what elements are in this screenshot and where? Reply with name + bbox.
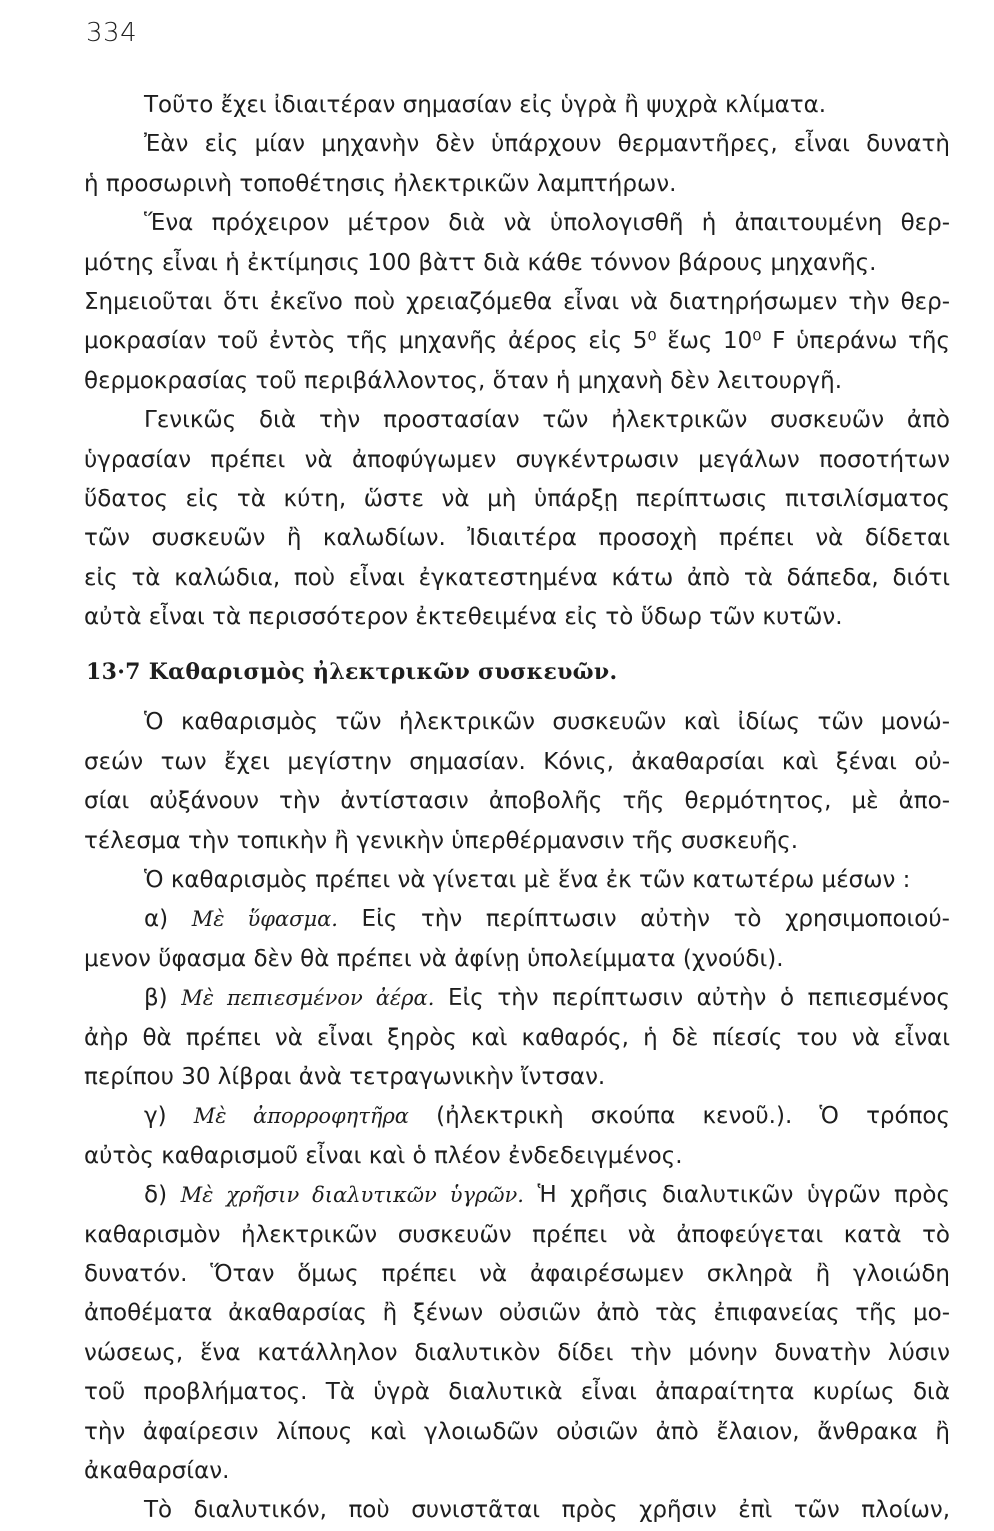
- line-text: Ἡ χρῆσις διαλυτικῶν ὑγρῶν πρὸς: [523, 1182, 950, 1209]
- italic-term: Μὲ χρῆσιν διαλυτικῶν ὑγρῶν.: [180, 1183, 524, 1208]
- text-line: ὕδατος εἰς τὰ κύτη, ὥστε νὰ μὴ ὑπάρξῃ περίπτωσις πιτσιλίσματος: [84, 485, 950, 512]
- text-line: [84, 900, 950, 939]
- text-line: νώσεως, ἕνα κατάλληλον διαλυτικὸν δίδει τὴν μόνην δυνατὴν λύσιν: [84, 1339, 950, 1366]
- text-line: Ἐὰν εἰς μίαν μηχανὴν δὲν ὑπάρχουν θερμαντῆρες, εἶναι δυνατὴ: [144, 131, 950, 158]
- text-line: μενον ὕφασμα δὲν θὰ πρέπει νὰ ἀφίνῃ ὑπολείμματα (χνούδι).: [84, 945, 784, 972]
- text-line: σίαι αὐξάνουν τὴν ἀντίστασιν ἀποβολῆς τῆς θερμότητος, μὲ ἀπο-: [84, 788, 950, 815]
- text-line: ἀὴρ θὰ πρέπει νὰ εἶναι ξηρὸς καὶ καθαρός, ἡ δὲ πίεσίς του νὰ εἶναι: [84, 1024, 950, 1051]
- section-heading: 13·7 Καθαρισμὸς ἠλεκτρικῶν συσκευῶν.: [86, 659, 618, 686]
- line-text: Εἰς τὴν περίπτωσιν αὐτὴν ὁ πεπιεσμένος: [434, 985, 951, 1012]
- section-intro: [84, 86, 950, 637]
- text-line: μότης εἶναι ἡ ἐκτίμησις 100 βὰττ διὰ κάθε τόννον βάρους μηχανῆς.: [84, 249, 877, 276]
- list-marker: α): [144, 906, 192, 933]
- list-marker: δ): [144, 1182, 181, 1209]
- italic-term: Μὲ ὕφασμα.: [191, 907, 338, 932]
- text-line: ὑγρασίαν πρέπει νὰ ἀποφύγωμεν συγκέντρωσιν μεγάλων ποσοτήτων: [84, 446, 950, 473]
- text-line: Τοῦτο ἔχει ἰδιαιτέραν σημασίαν εἰς ὑγρὰ ἢ ψυχρὰ κλίματα.: [144, 92, 827, 118]
- text-line: περίπου 30 λίβραι ἀνὰ τετραγωνικὴν ἴντσαν.: [84, 1063, 606, 1090]
- text-line: [84, 979, 950, 1018]
- list-marker: β): [144, 985, 182, 1012]
- text-line: [84, 1176, 950, 1215]
- text-line: Ἕνα πρόχειρον μέτρον διὰ νὰ ὑπολογισθῆ ἡ ἀπαιτουμένη θερ-: [144, 210, 950, 237]
- text-line: ἀποθέματα ἀκαθαρσίας ἢ ξένων οὐσιῶν ἀπὸ τὰς ἐπιφανείας τῆς μο-: [84, 1300, 950, 1327]
- text-line: Ὁ καθαρισμὸς τῶν ἠλεκτρικῶν συσκευῶν καὶ ἰδίως τῶν μονώ-: [144, 709, 950, 736]
- text-line: σεών των ἔχει μεγίστην σημασίαν. Κόνις, ἀκαθαρσίαι καὶ ξέναι οὐ-: [84, 748, 950, 775]
- text-line: αὐτὰ εἶναι τὰ περισσότερον ἐκτεθειμένα εἰς τὸ ὕδωρ τῶν κυτῶν.: [84, 604, 843, 631]
- body-text: [84, 86, 950, 1531]
- text-line: Τὸ διαλυτικόν, ποὺ συνιστᾶται πρὸς χρῆσιν ἐπὶ τῶν πλοίων,: [144, 1497, 950, 1524]
- text-line: τὴν ἀφαίρεσιν λίπους καὶ γλοιωδῶν οὐσιῶν ἀπὸ ἔλαιον, ἄνθρακα ἢ: [84, 1418, 950, 1445]
- text-line: τέλεσμα τὴν τοπικὴν ἢ γενικὴν ὑπερθέρμανσιν τῆς συσκευῆς.: [84, 827, 799, 854]
- text-line: Γενικῶς διὰ τὴν προστασίαν τῶν ἠλεκτρικῶν συσκευῶν ἀπὸ: [144, 407, 950, 434]
- italic-term: Μὲ ἀπορροφητῆρα: [193, 1104, 409, 1129]
- page-number: 334: [86, 18, 138, 48]
- text-line: αὐτὸς καθαρισμοῦ εἶναι καὶ ὁ πλέον ἐνδεδειγμένος.: [84, 1142, 683, 1169]
- text-line: Σημειοῦται ὅτι ἐκεῖνο ποὺ χρειαζόμεθα εἶναι νὰ διατηρήσωμεν τὴν θερ-: [84, 288, 950, 315]
- list-marker: γ): [144, 1103, 194, 1130]
- text-line: ἀκαθαρσίαν.: [84, 1457, 230, 1484]
- italic-term: Μὲ πεπιεσμένον ἀέρα.: [181, 986, 435, 1011]
- text-line: δυνατόν. Ὅταν ὅμως πρέπει νὰ ἀφαιρέσωμεν σκληρὰ ἢ γλοιώδη: [84, 1260, 950, 1287]
- text-line: τοῦ προβλήματος. Τὰ ὑγρὰ διαλυτικὰ εἶναι ἀπαραίτητα κυρίως διὰ: [84, 1379, 950, 1406]
- section-cleaning: [84, 703, 950, 1530]
- text-line: καθαρισμὸν ἠλεκτρικῶν συσκευῶν πρέπει νὰ ἀποφεύγεται κατὰ τὸ: [84, 1221, 950, 1248]
- text-line: θερμοκρασίας τοῦ περιβάλλοντος, ὅταν ἡ μηχανὴ δὲν λειτουργῆ.: [84, 367, 843, 394]
- text-line: εἰς τὰ καλώδια, ποὺ εἶναι ἐγκατεστημένα κάτω ἀπὸ τὰ δάπεδα, διότι: [84, 564, 950, 591]
- text-line: μοκρασίαν τοῦ ἐντὸς τῆς μηχανῆς ἀέρος εἰς 5⁰ ἕως 10⁰ F ὑπεράνω τῆς: [84, 328, 950, 355]
- text-line: τῶν συσκευῶν ἢ καλωδίων. Ἰδιαιτέρα προσοχὴ πρέπει νὰ δίδεται: [84, 525, 950, 552]
- text-line: Ὁ καθαρισμὸς πρέπει νὰ γίνεται μὲ ἕνα ἐκ τῶν κατωτέρω μέσων :: [144, 867, 911, 894]
- text-line: [84, 1097, 950, 1136]
- line-text: Εἰς τὴν περίπτωσιν αὐτὴν τὸ χρησιμοποιού-: [337, 906, 950, 933]
- text-line: ἡ προσωρινὴ τοποθέτησις ἠλεκτρικῶν λαμπτήρων.: [84, 170, 677, 197]
- line-text: (ἠλεκτρικὴ σκούπα κενοῦ.). Ὁ τρόπος: [409, 1103, 951, 1130]
